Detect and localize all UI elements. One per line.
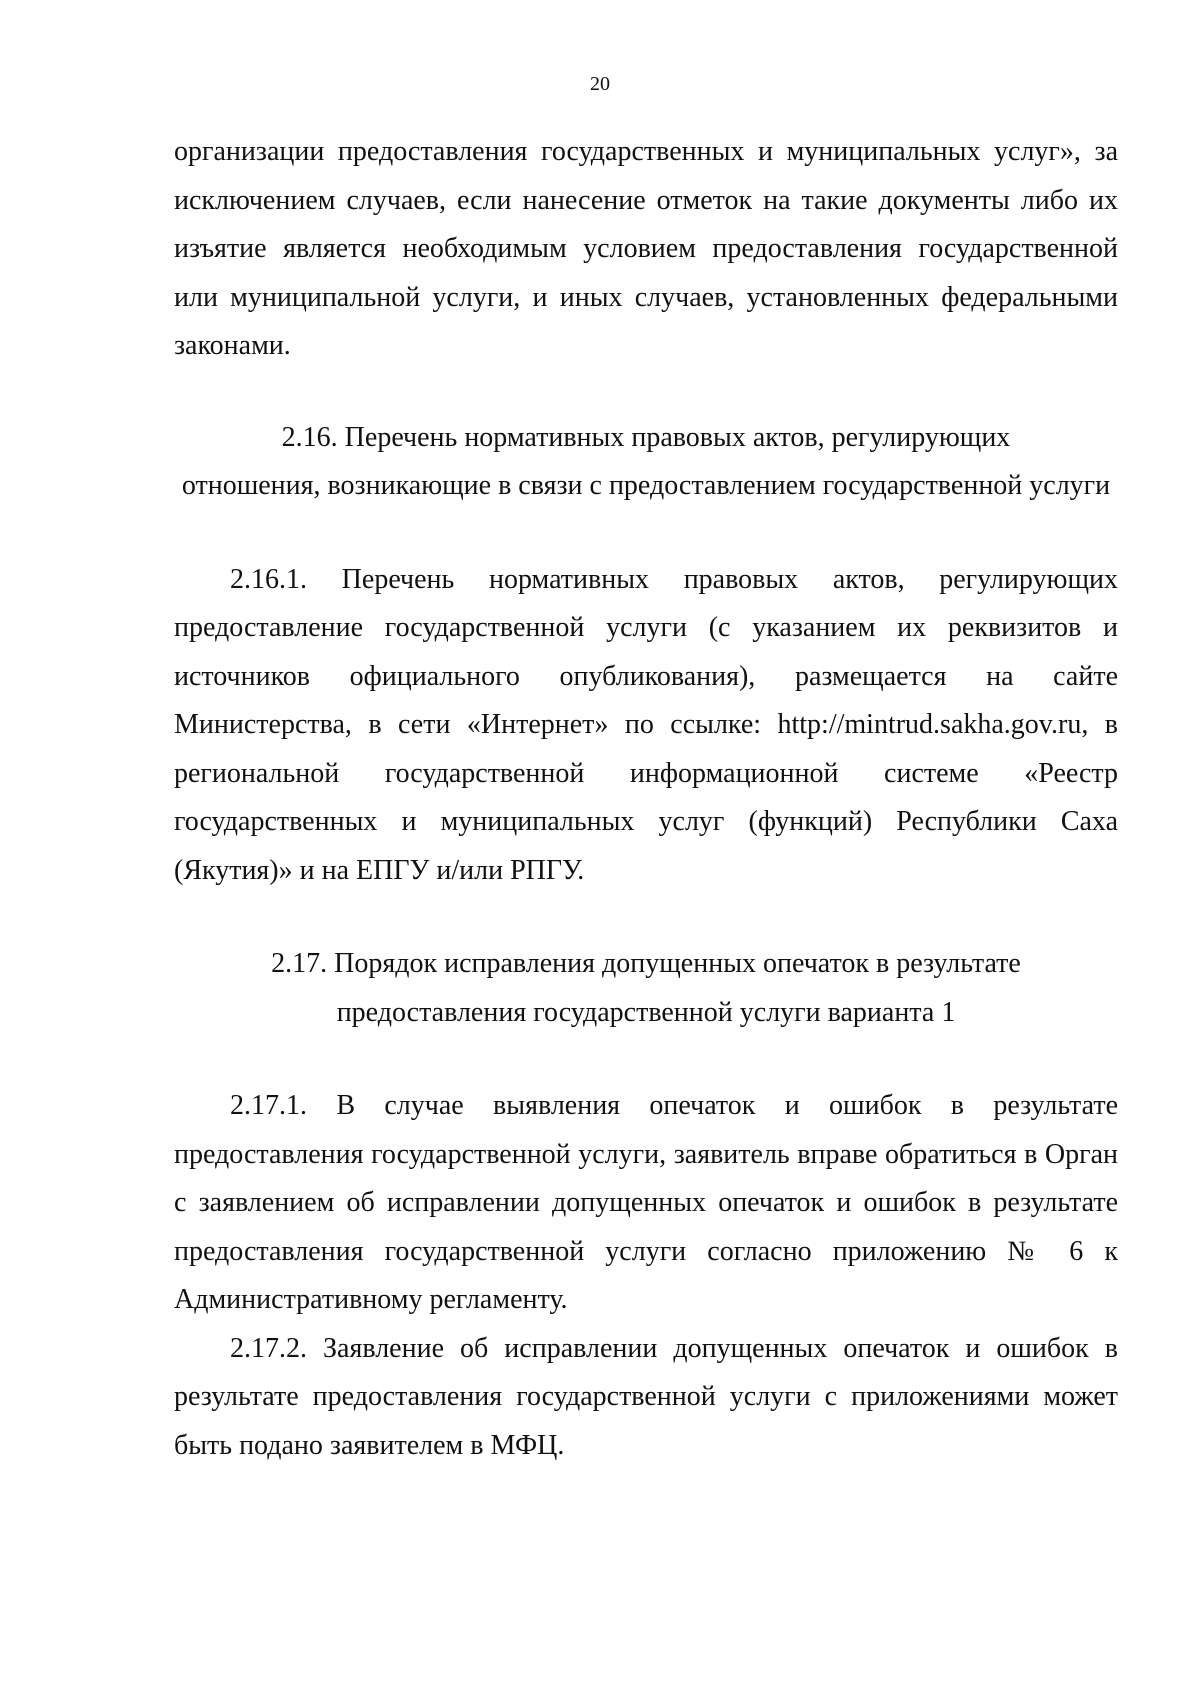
spacer [174, 1037, 1118, 1082]
section-heading-2-17 [174, 940, 1118, 1037]
section-heading-2-16-line-1: 2.16. Перечень нормативных правовых актов, регулирующих [281, 421, 1011, 453]
page-number: 20 [590, 73, 610, 95]
paragraph-2-17-2: 2.17.2. Заявление об исправлении допущенных опечаток и ошибок в результате предоставления государственной услуги с приложениями может быть подано заявителем в МФЦ. [174, 1332, 1118, 1461]
section-heading-2-16-line-2: отношения, возникающие в связи с предоставлением государственной услуги [181, 470, 1111, 501]
section-heading-2-17-line-2: предоставления государственной услуги варианта 1 [336, 996, 956, 1028]
paragraph-2-16-1-text-start: 2.16.1. Перечень нормативных правовых актов, регулирующих предоставление государственной услуги (с указанием их реквизитов и источников официального опубликования), размещается на сайте Министерства, в сети «Интернет» по ссылке: [174, 563, 1118, 740]
document-body [174, 128, 1118, 1470]
paragraph-2-17-1: 2.17.1. В случае выявления опечаток и ошибок в результате предоставления государственной услуги, заявитель вправе обратиться в Орган с заявлением об исправлении допущенных опечаток и ошибок в результате предоставления государственной услуги согласно приложению № 6 к Административному регламенту. [174, 1090, 1118, 1315]
spacer [174, 371, 1118, 414]
paragraph-intro: организации предоставления государственных и муниципальных услуг», за исключением случаев, если нанесение отметок на такие документы либо их изъятие является необходимым условием предоставления государственной или муниципальной услуги, и иных случаев, установленных федеральными законами. [174, 136, 1118, 361]
section-heading-2-17-line-1: 2.17. Порядок исправления допущенных опечаток в результате [271, 948, 1021, 979]
ministry-site-link[interactable]: http://mintrud.sakha.gov.ru [777, 709, 1082, 740]
section-heading-2-16 [174, 414, 1118, 511]
spacer [174, 895, 1118, 940]
paragraph-2-16-1 [174, 556, 1118, 896]
spacer [174, 511, 1118, 556]
paragraph-2-16-1-text-end: , в региональной государственной информационной системе «Реестр государственных и муниципальных услуг (функций) Республики Саха (Якутия)» и на ЕПГУ и/или РПГУ. [174, 709, 1118, 886]
